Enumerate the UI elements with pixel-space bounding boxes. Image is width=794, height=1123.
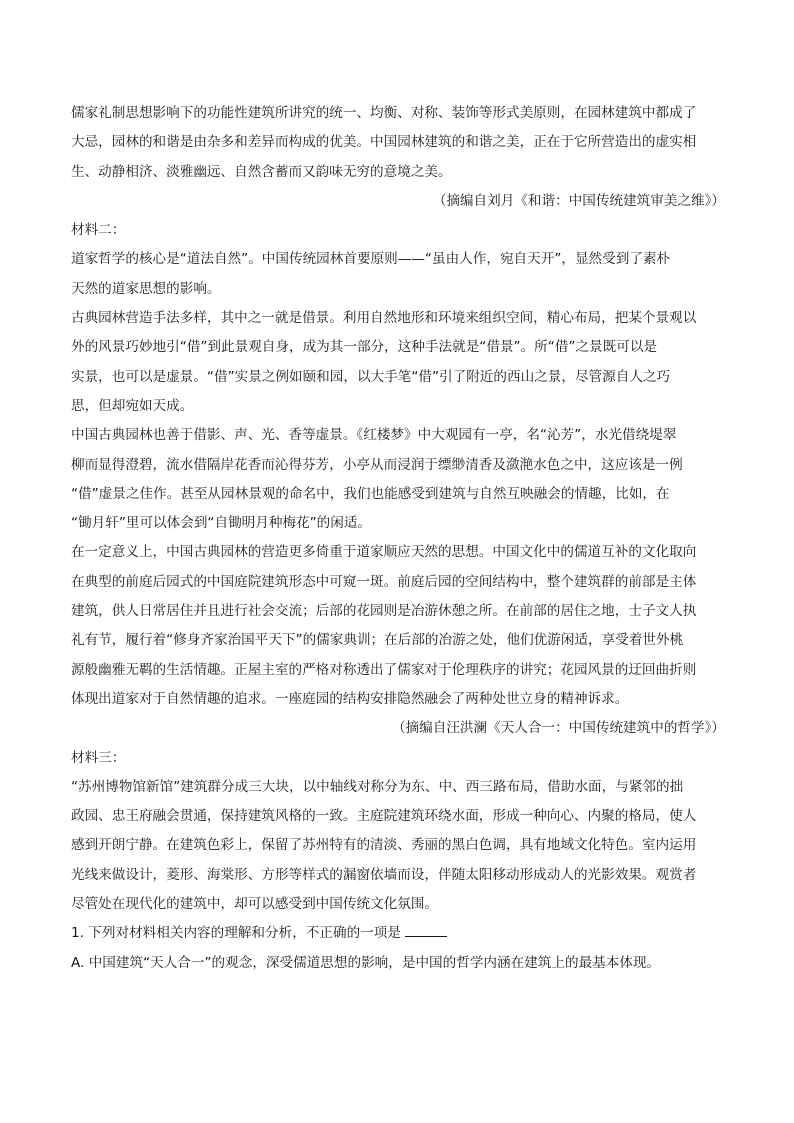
text-line: 光线来做设计，菱形、海棠形、方形等样式的漏窗依墙而设，伴随太阳移动形成动人的光影效果。观赏者 xyxy=(71,866,697,883)
text-line: “苏州博物馆新馆”建筑群分成三大块，以中轴线对称分为东、中、西三路布局，借助水面，与紧邻的拙 xyxy=(71,778,684,795)
material1-source: （摘编自刘月《和谐：中国传统建筑审美之维》） xyxy=(432,192,725,209)
text-line: 外的风景巧妙地引“借”到此景观自身，成为其一部分，这种手法就是“借景”。所“借”之景既可以是 xyxy=(71,339,658,356)
material3-heading: 材料三： xyxy=(71,749,126,766)
material3-paragraph-1 xyxy=(71,773,725,919)
material2-paragraph-2 xyxy=(71,304,725,421)
text-line: 道家哲学的核心是“道法自然”。中国传统园林首要原则——“虽由人作，宛自天开”，显然受到了素朴 xyxy=(71,251,671,268)
question-stem xyxy=(71,919,725,948)
text-line: 古典园林营造手法多样，其中之一就是借景。利用自然地形和环境来组织空间，精心布局，把某个景观以 xyxy=(71,310,697,327)
text-line: 源般幽雅无羁的生活情趣。正屋主室的严格对称透出了儒家对于伦理秩序的讲究；花园风景的迂回曲折则 xyxy=(71,661,697,678)
option-a: A. 中国建筑“天人合一”的观念，深受儒道思想的影响，是中国的哲学内涵在建筑上的最基本体现。 xyxy=(71,954,661,971)
text-line: 实景，也可以是虚景。“借”实景之例如颐和园，以大手笔“借”引了附近的西山之景，尽管源自人之巧 xyxy=(71,368,671,385)
material1-paragraph-end xyxy=(71,99,725,187)
text-line: 思，但却宛如天成。 xyxy=(71,397,194,414)
text-line: 儒家礼制思想影响下的功能性建筑所讲究的统一、均衡、对称、装饰等形式美原则，在园林建筑中都成了 xyxy=(71,105,697,121)
text-line: 政园、忠王府融会贯通，保持建筑风格的一致。主庭院建筑环绕水面，形成一种向心、内聚的格局，使人 xyxy=(71,808,697,825)
text-line: 体现出道家对于自然情趣的追求。一座庭园的结构安排隐然融会了两种处世立身的精神诉求。 xyxy=(71,690,629,707)
material2-paragraph-3 xyxy=(71,421,725,538)
text-line: 礼有节，履行着“修身齐家治国平天下”的儒家典训；在后部的冶游之处，他们优游闲适，享受着世外桃 xyxy=(71,632,684,649)
text-line: 大忌，园林的和谐是由杂多和差异而构成的优美。中国园林建筑的和谐之美，正在于它所营造出的虚实相 xyxy=(71,134,697,151)
material2-source: （摘编自汪洪澜《天人合一：中国传统建筑中的哲学》） xyxy=(391,720,725,737)
material2-heading: 材料二： xyxy=(71,222,126,239)
text-line: 尽管处在现代化的建筑中，却可以感受到中国传统文化氛围。 xyxy=(71,896,439,913)
text-line: 建筑，供人日常居住并且进行社会交流；后部的花园则是冶游休憩之所。在前部的居住之地，士子文人执 xyxy=(71,603,697,620)
document-body xyxy=(71,99,725,978)
material2-paragraph-1 xyxy=(71,245,725,304)
question-text: 1. 下列对材料相关内容的理解和分析，不正确的一项是 xyxy=(71,925,401,942)
text-line: 生、动静相济、淡雅幽远、自然含蓄而又韵味无穷的意境之美。 xyxy=(71,163,452,180)
material2-paragraph-4 xyxy=(71,538,725,714)
text-line: 在典型的前庭后园式的中国庭院建筑形态中可窥一斑。前庭后园的空间结构中，整个建筑群的前部是主体 xyxy=(71,573,697,590)
text-line: 感到开朗宁静。在建筑色彩上，保留了苏州特有的清淡、秀丽的黑白色调，具有地域文化特色。室内运用 xyxy=(71,837,697,854)
text-line: 柳而显得澄碧，流水借隔岸花香而沁得芬芳，小亭从而浸润于缥缈清香及潋滟水色之中，这应该是一例 xyxy=(71,456,683,473)
answer-blank[interactable] xyxy=(405,924,447,937)
text-line: “借”虚景之佳作。甚至从园林景观的命名中，我们也能感受到建筑与自然互映融会的情趣，比如，在 xyxy=(71,485,670,502)
text-line: “锄月轩”里可以体会到“自锄明月种梅花”的闲适。 xyxy=(71,515,372,532)
text-line: 中国古典园林也善于借影、声、光、香等虚景。《红楼梦》中大观园有一亭，名“沁芳”，水光借绕堤翠 xyxy=(71,427,677,444)
text-line: 在一定意义上，中国古典园林的营造更多倚重于道家顺应天然的思想。中国文化中的儒道互补的文化取向 xyxy=(71,544,697,561)
text-line: 天然的道家思想的影响。 xyxy=(71,280,221,297)
